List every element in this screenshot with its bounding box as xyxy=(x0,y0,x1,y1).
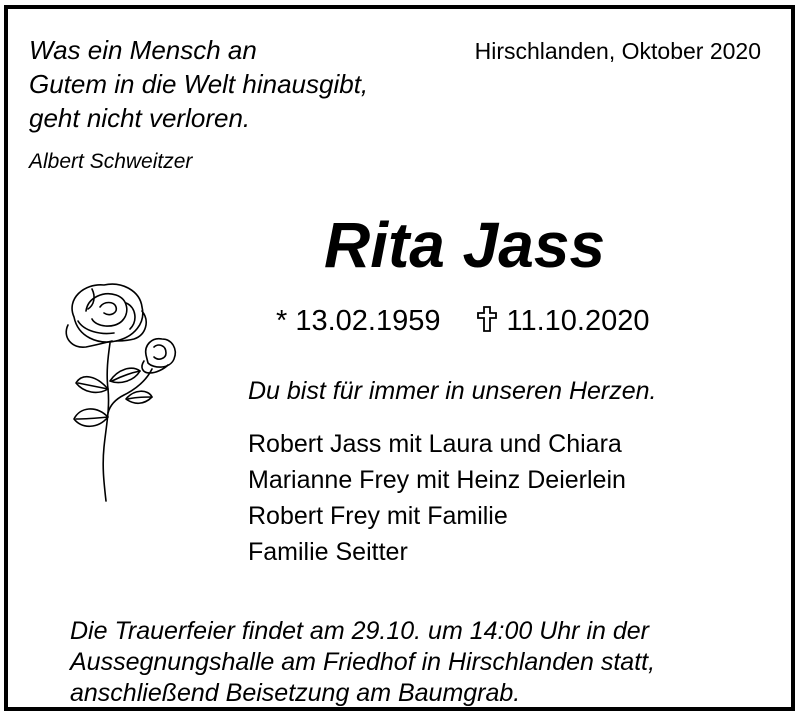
motto: Du bist für immer in unseren Herzen. xyxy=(248,377,657,405)
deceased-name: Rita Jass xyxy=(323,209,606,281)
service-line: Die Trauerfeier findet am 29.10. um 14:00 Uhr in der xyxy=(70,617,649,645)
quote-author: Albert Schweitzer xyxy=(29,150,193,173)
cross-icon xyxy=(476,306,498,332)
death-date: 11.10.2020 xyxy=(506,305,650,337)
funeral-service-info xyxy=(70,616,655,709)
mourner: Robert Frey mit Familie xyxy=(248,502,508,530)
service-line: anschließend Beisetzung am Baumgrab. xyxy=(70,679,521,707)
quote-line: Gutem in die Welt hinausgibt, xyxy=(29,69,369,99)
quote-line: geht nicht verloren. xyxy=(29,103,251,133)
rose-icon xyxy=(56,277,184,507)
mourner: Familie Seitter xyxy=(248,538,408,566)
life-dates xyxy=(276,303,649,339)
mourner: Robert Jass mit Laura und Chiara xyxy=(248,430,622,458)
mourner: Marianne Frey mit Heinz Deierlein xyxy=(248,466,626,494)
birth-date: * 13.02.1959 xyxy=(276,305,441,337)
obituary-notice xyxy=(4,5,795,711)
mourners-list xyxy=(248,426,626,570)
quote xyxy=(29,33,368,135)
quote-line: Was ein Mensch an xyxy=(29,35,257,65)
service-line: Aussegnungshalle am Friedhof in Hirschlanden statt, xyxy=(70,648,656,676)
place-date: Hirschlanden, Oktober 2020 xyxy=(474,38,761,64)
